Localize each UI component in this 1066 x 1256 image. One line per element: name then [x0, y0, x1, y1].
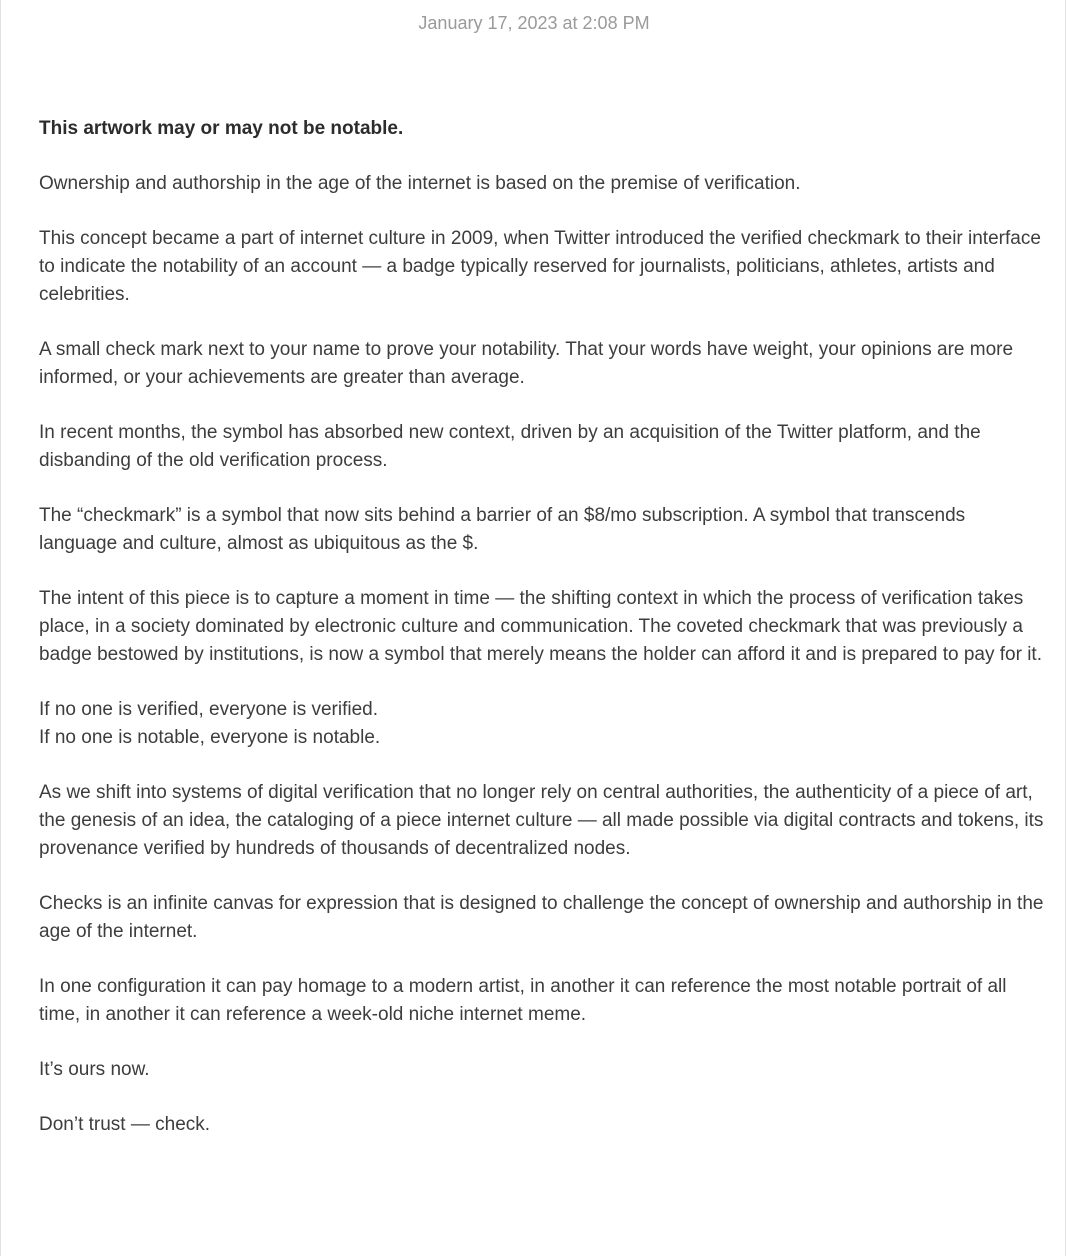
paragraph: The “checkmark” is a symbol that now sits behind a barrier of an $8/mo subscription. A symbol that transcends language and culture, almost as ubiquitous as the $. — [39, 505, 966, 554]
note-timestamp: January 17, 2023 at 2:08 PM — [418, 13, 650, 33]
paragraph: Checks is an infinite canvas for expression that is designed to challenge the concept of ownership and authorship in the age of the internet. — [39, 893, 1044, 942]
paragraph: If no one is verified, everyone is verified. If no one is notable, everyone is notable. — [39, 699, 381, 748]
note-title: This artwork may or may not be notable. — [39, 118, 404, 139]
paragraph: This concept became a part of internet culture in 2009, when Twitter introduced the verified checkmark to their interface to indicate the notability of an account — a badge typically reserved for journalists, politicians, athletes, artists and celebrities. — [39, 228, 1041, 305]
paragraph: Ownership and authorship in the age of the internet is based on the premise of verification. — [39, 173, 801, 194]
paragraph: The intent of this piece is to capture a moment in time — the shifting context in which the process of verification takes place, in a society dominated by electronic culture and communication. The coveted checkmark that was previously a badge bestowed by institutions, is now a symbol that merely means the holder can afford it and is prepared to pay for it. — [39, 588, 1042, 665]
paragraph: It’s ours now. — [39, 1059, 150, 1080]
paragraph: A small check mark next to your name to prove your notability. That your words have weight, your opinions are more informed, or your achievements are greater than average. — [39, 339, 1014, 388]
paragraph: Don’t trust — check. — [39, 1114, 211, 1135]
note-document — [1, 0, 1066, 1256]
note-body[interactable] — [39, 115, 1044, 1166]
paragraph: In one configuration it can pay homage to a modern artist, in another it can reference the most notable portrait of all time, in another it can reference a week-old niche internet meme. — [39, 976, 1007, 1025]
paragraph: In recent months, the symbol has absorbed new context, driven by an acquisition of the Twitter platform, and the disbanding of the old verification process. — [39, 422, 981, 471]
paragraph: As we shift into systems of digital verification that no longer rely on central authorities, the authenticity of a piece of art, the genesis of an idea, the cataloging of a piece internet culture — all made possible via digital contracts and tokens, its provenance verified by hundreds of thousands of decentralized nodes. — [39, 782, 1044, 859]
